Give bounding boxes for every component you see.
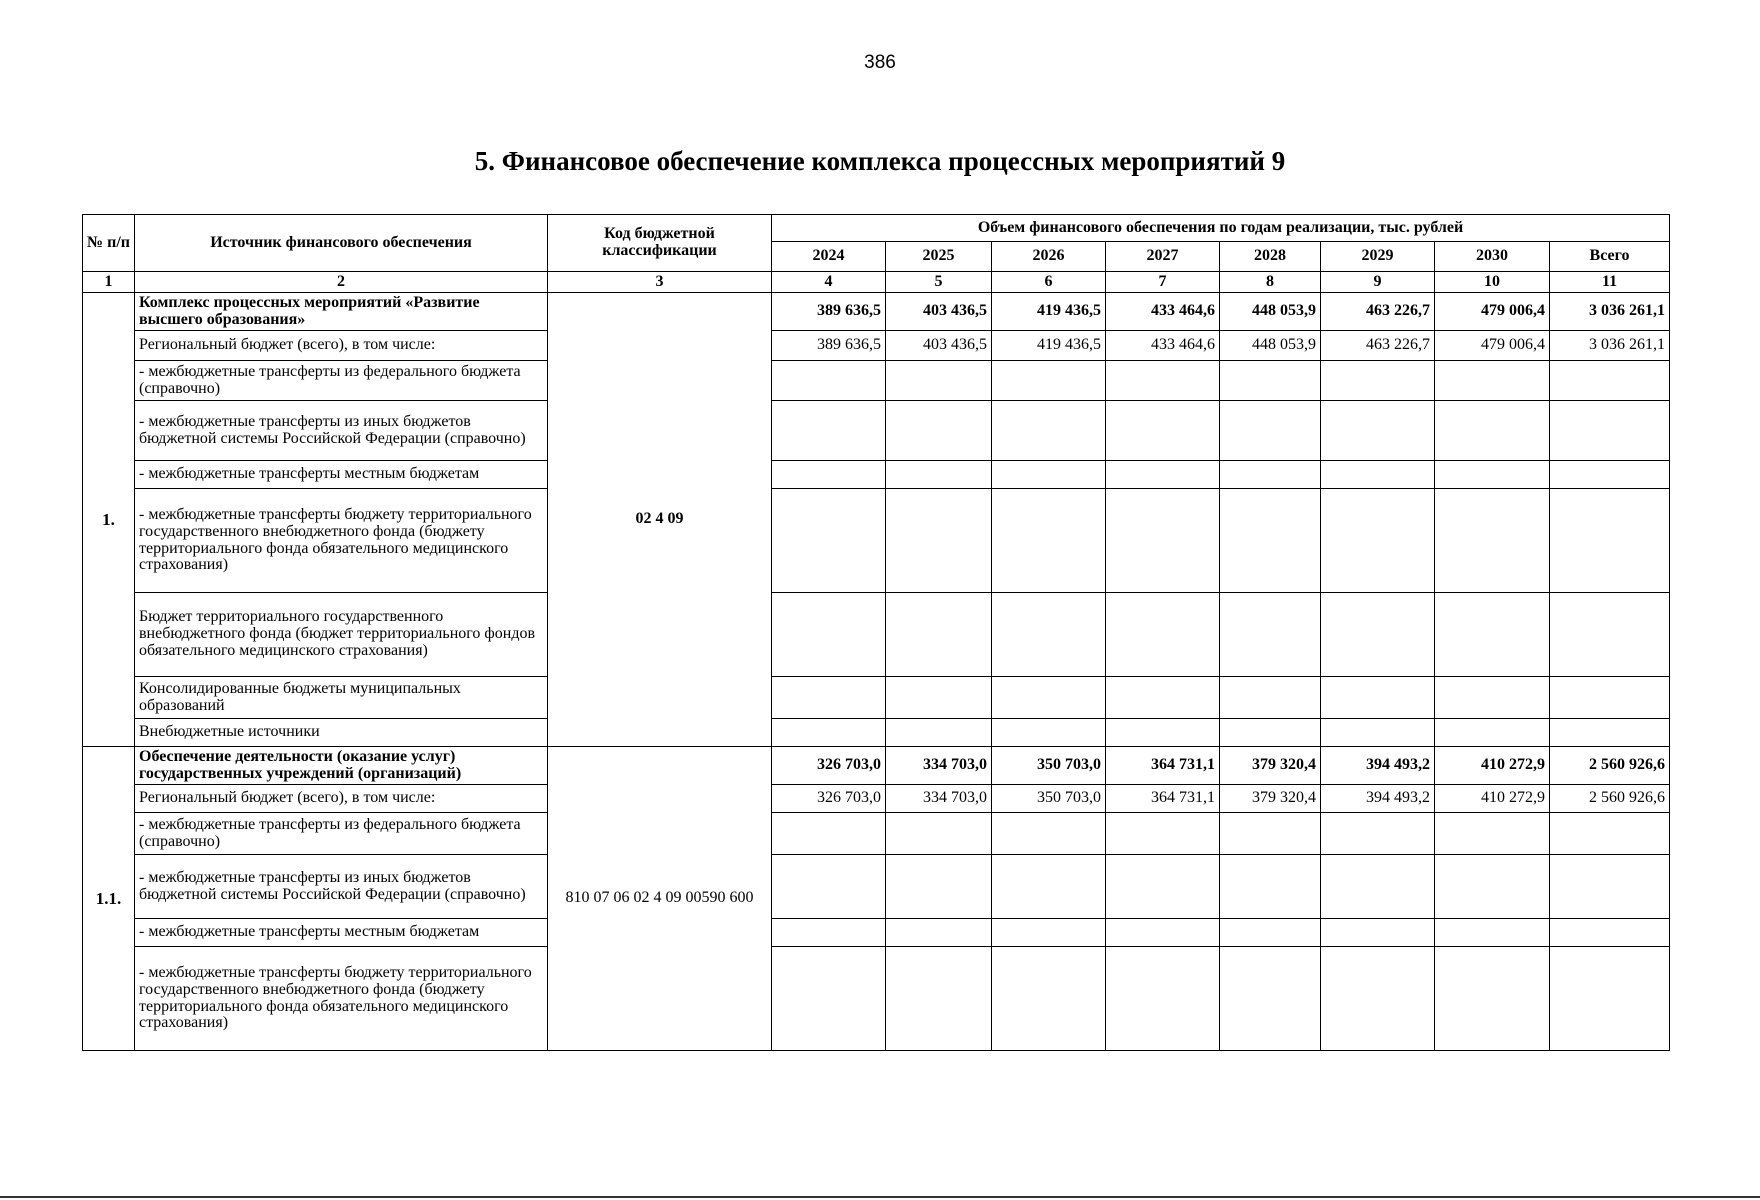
column-number: 9 [1321,272,1435,293]
source-cell: Внебюджетные источники [135,719,548,747]
column-number: 7 [1106,272,1220,293]
year-value-cell: 479 006,4 [1435,293,1550,331]
year-value-cell [886,947,992,1051]
header-num: № п/п [83,215,135,272]
year-value-cell: 379 320,4 [1220,747,1321,785]
year-value-cell [1321,947,1435,1051]
year-value-cell [1435,855,1550,919]
column-number: 4 [772,272,886,293]
source-cell: Консолидированные бюджеты муниципальных образований [135,677,548,719]
table-row [83,719,1670,747]
year-value-cell: 379 320,4 [1220,785,1321,813]
year-value-cell [772,361,886,401]
column-number: 2 [135,272,548,293]
table-row [83,813,1670,855]
total-value-cell [1550,461,1670,489]
total-value-cell [1550,361,1670,401]
total-value-cell [1550,813,1670,855]
header-source: Источник финансового обеспечения [135,215,548,272]
financing-table [82,214,1670,1051]
budget-code-cell: 02 4 09 [548,293,772,747]
year-value-cell [1435,489,1550,593]
year-value-cell [1321,855,1435,919]
table-row [83,785,1670,813]
year-value-cell [1321,593,1435,677]
column-number: 11 [1550,272,1670,293]
year-value-cell [992,677,1106,719]
table-row [83,361,1670,401]
year-value-cell [992,489,1106,593]
total-value-cell: 3 036 261,1 [1550,293,1670,331]
column-number: 8 [1220,272,1321,293]
year-value-cell [992,947,1106,1051]
year-value-cell: 394 493,2 [1321,785,1435,813]
year-value-cell [1321,461,1435,489]
year-value-cell [1106,401,1220,461]
year-value-cell [1321,813,1435,855]
year-value-cell [886,719,992,747]
year-value-cell: 410 272,9 [1435,747,1550,785]
column-number: 6 [992,272,1106,293]
table-row [83,331,1670,361]
year-value-cell [1106,489,1220,593]
table-row [83,401,1670,461]
year-value-cell [1106,855,1220,919]
year-value-cell: 364 731,1 [1106,747,1220,785]
year-value-cell: 463 226,7 [1321,293,1435,331]
header-year: 2029 [1321,242,1435,272]
total-value-cell: 3 036 261,1 [1550,331,1670,361]
year-value-cell [886,461,992,489]
year-value-cell: 479 006,4 [1435,331,1550,361]
year-value-cell: 364 731,1 [1106,785,1220,813]
year-value-cell [772,401,886,461]
column-number: 1 [83,272,135,293]
table-row [83,461,1670,489]
year-value-cell [1220,855,1321,919]
year-value-cell: 403 436,5 [886,293,992,331]
column-number-row [83,272,1670,293]
year-value-cell [886,855,992,919]
year-value-cell [1435,919,1550,947]
year-value-cell [1106,461,1220,489]
year-value-cell [886,677,992,719]
total-value-cell [1550,919,1670,947]
year-value-cell [886,813,992,855]
year-value-cell [772,919,886,947]
year-value-cell [1321,489,1435,593]
year-value-cell [772,593,886,677]
year-value-cell [1321,719,1435,747]
year-value-cell: 389 636,5 [772,331,886,361]
year-value-cell [1220,919,1321,947]
table-row [83,947,1670,1051]
year-value-cell [1220,593,1321,677]
source-cell: Бюджет территориального государственного внебюджетного фонда (бюджет территориального фондов обязательного медицинского страхования) [135,593,548,677]
source-cell: Комплекс процессных мероприятий «Развитие высшего образования» [135,293,548,331]
year-value-cell [886,361,992,401]
year-value-cell: 350 703,0 [992,785,1106,813]
year-value-cell [1220,361,1321,401]
header-year: 2030 [1435,242,1550,272]
source-cell: - межбюджетные трансферты из иных бюджетов бюджетной системы Российской Федерации (справочно) [135,855,548,919]
year-value-cell [1435,719,1550,747]
year-value-cell [1220,947,1321,1051]
total-value-cell [1550,593,1670,677]
total-value-cell [1550,855,1670,919]
total-value-cell [1550,947,1670,1051]
year-value-cell: 326 703,0 [772,785,886,813]
table-body [83,293,1670,1051]
year-value-cell: 463 226,7 [1321,331,1435,361]
year-value-cell [1106,919,1220,947]
year-value-cell [772,855,886,919]
year-value-cell [1220,719,1321,747]
year-value-cell [1106,947,1220,1051]
header-year: 2025 [886,242,992,272]
year-value-cell [886,401,992,461]
year-value-cell [1435,813,1550,855]
header-total: Всего [1550,242,1670,272]
year-value-cell [1220,677,1321,719]
year-value-cell [1435,461,1550,489]
source-cell: - межбюджетные трансферты местным бюджетам [135,461,548,489]
year-value-cell: 403 436,5 [886,331,992,361]
year-value-cell [1106,719,1220,747]
year-value-cell [992,813,1106,855]
row-number: 1.1. [83,747,135,1051]
year-value-cell [1321,361,1435,401]
year-value-cell [1435,593,1550,677]
source-cell: - межбюджетные трансферты из федерального бюджета (справочно) [135,361,548,401]
header-volume: Объем финансового обеспечения по годам реализации, тыс. рублей [772,215,1670,242]
source-cell: Региональный бюджет (всего), в том числе: [135,331,548,361]
year-value-cell [1106,813,1220,855]
year-value-cell [1321,677,1435,719]
table-row [83,747,1670,785]
year-value-cell [772,719,886,747]
year-value-cell [772,461,886,489]
column-number: 3 [548,272,772,293]
header-row-1 [83,215,1670,242]
year-value-cell [1106,361,1220,401]
year-value-cell: 410 272,9 [1435,785,1550,813]
year-value-cell: 419 436,5 [992,331,1106,361]
year-value-cell [772,813,886,855]
year-value-cell [1220,401,1321,461]
total-value-cell [1550,489,1670,593]
year-value-cell [1220,489,1321,593]
budget-code-cell: 810 07 06 02 4 09 00590 600 [548,747,772,1051]
column-number: 5 [886,272,992,293]
year-value-cell [772,489,886,593]
year-value-cell [772,947,886,1051]
table-row [83,293,1670,331]
total-value-cell [1550,719,1670,747]
header-year: 2026 [992,242,1106,272]
year-value-cell [992,593,1106,677]
header-code: Код бюджетной классификации [548,215,772,272]
source-cell: - межбюджетные трансферты местным бюджетам [135,919,548,947]
year-value-cell: 350 703,0 [992,747,1106,785]
year-value-cell: 419 436,5 [992,293,1106,331]
year-value-cell [1321,919,1435,947]
table-row [83,855,1670,919]
page-number: 386 [864,52,896,73]
year-value-cell [992,719,1106,747]
year-value-cell [1435,947,1550,1051]
year-value-cell [1435,401,1550,461]
bottom-rule [0,1196,1760,1198]
total-value-cell: 2 560 926,6 [1550,785,1670,813]
total-value-cell: 2 560 926,6 [1550,747,1670,785]
year-value-cell: 326 703,0 [772,747,886,785]
year-value-cell: 448 053,9 [1220,331,1321,361]
year-value-cell [992,855,1106,919]
table-row [83,489,1670,593]
source-cell: Региональный бюджет (всего), в том числе: [135,785,548,813]
table-row [83,919,1670,947]
year-value-cell [886,593,992,677]
year-value-cell: 433 464,6 [1106,293,1220,331]
year-value-cell [1435,361,1550,401]
year-value-cell: 334 703,0 [886,785,992,813]
year-value-cell [992,461,1106,489]
row-number: 1. [83,293,135,747]
header-year: 2024 [772,242,886,272]
year-value-cell: 334 703,0 [886,747,992,785]
year-value-cell [772,677,886,719]
page-title: 5. Финансовое обеспечение комплекса процессных мероприятий 9 [474,146,1286,176]
year-value-cell: 394 493,2 [1321,747,1435,785]
year-value-cell [886,489,992,593]
year-value-cell [1435,677,1550,719]
total-value-cell [1550,401,1670,461]
year-value-cell: 389 636,5 [772,293,886,331]
year-value-cell [992,361,1106,401]
year-value-cell [992,401,1106,461]
table-row [83,677,1670,719]
table-row [83,593,1670,677]
year-value-cell: 448 053,9 [1220,293,1321,331]
header-year: 2028 [1220,242,1321,272]
year-value-cell [1106,593,1220,677]
source-cell: - межбюджетные трансферты бюджету территориального государственного внебюджетного фонда (бюджету территориального фонда обязательного медицинского страхования) [135,947,548,1051]
year-value-cell: 433 464,6 [1106,331,1220,361]
year-value-cell [1321,401,1435,461]
source-cell: - межбюджетные трансферты из иных бюджетов бюджетной системы Российской Федерации (справочно) [135,401,548,461]
header-year: 2027 [1106,242,1220,272]
year-value-cell [1220,461,1321,489]
total-value-cell [1550,677,1670,719]
year-value-cell [886,919,992,947]
source-cell: Обеспечение деятельности (оказание услуг) государственных учреждений (организаций) [135,747,548,785]
year-value-cell [1106,677,1220,719]
source-cell: - межбюджетные трансферты бюджету территориального государственного внебюджетного фонда (бюджету территориального фонда обязательного медицинского страхования) [135,489,548,593]
year-value-cell [1220,813,1321,855]
column-number: 10 [1435,272,1550,293]
source-cell: - межбюджетные трансферты из федерального бюджета (справочно) [135,813,548,855]
year-value-cell [992,919,1106,947]
